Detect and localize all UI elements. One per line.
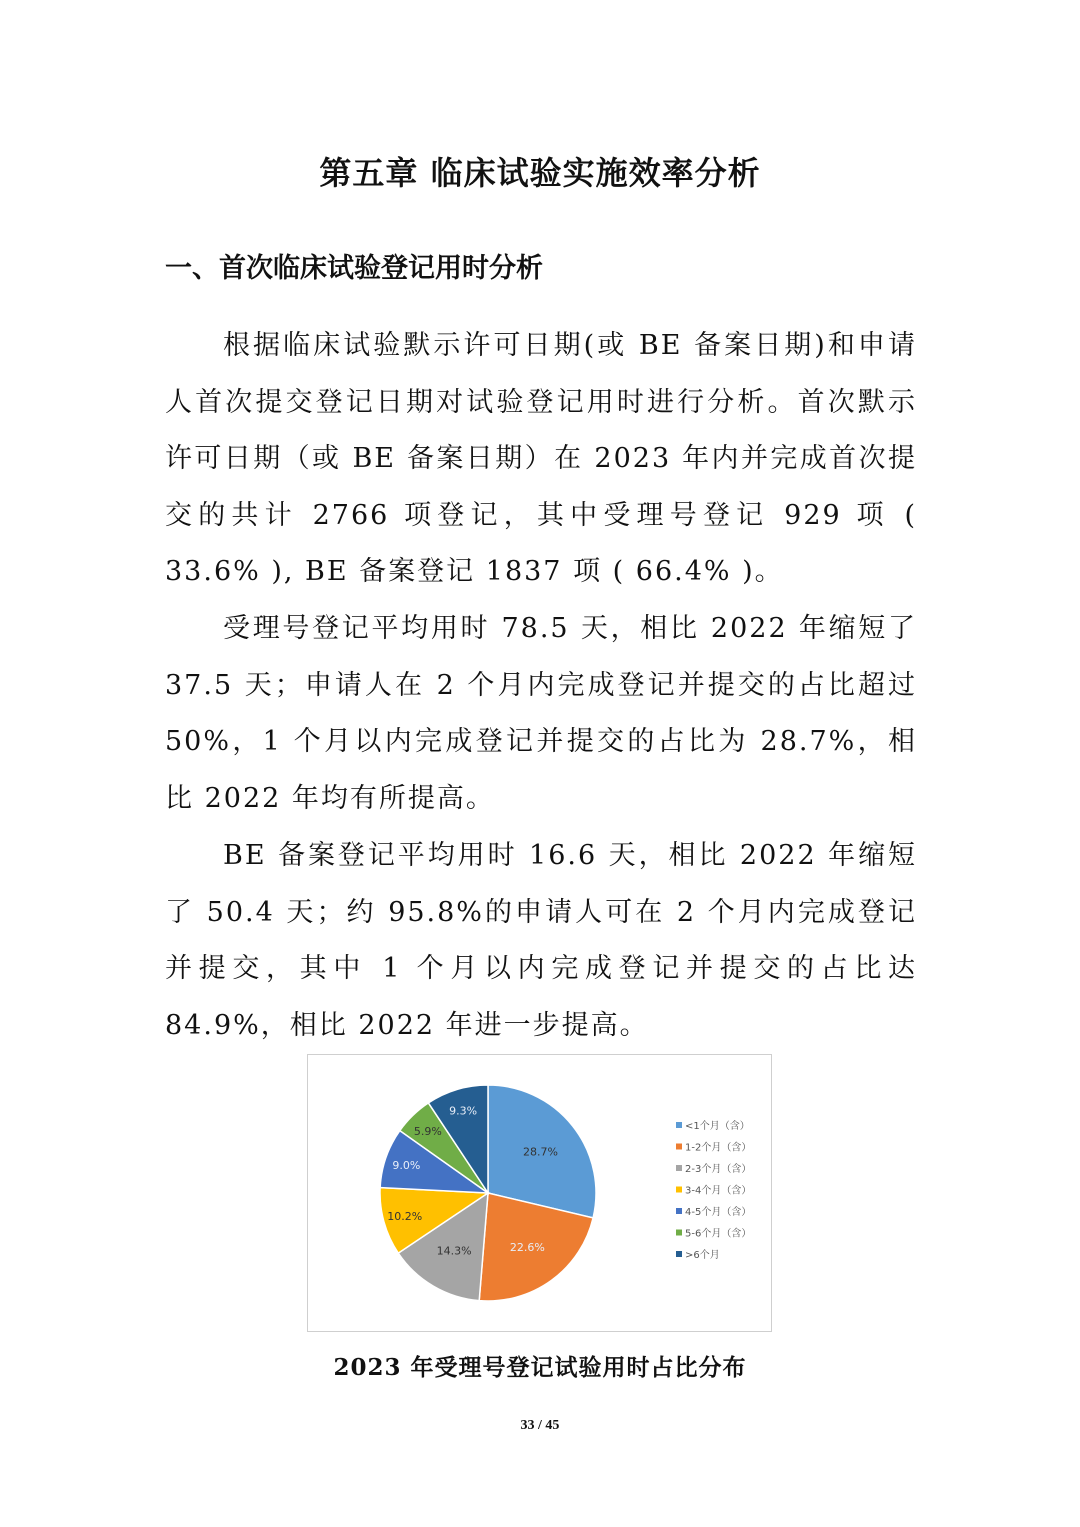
pie-data-label: 14.3% (436, 1244, 472, 1258)
legend-swatch (676, 1187, 682, 1193)
legend-entry: 5-6个月（含） (685, 1228, 752, 1240)
paragraph-registration-overview: 根据临床试验默示许可日期(或 BE 备案日期)和申请人首次提交登记日期对试验登记用时进行分析。首次默示许可日期（或 BE 备案日期）在 2023 年内并完成首次提交的共计 2766 项登记，其中受理号登记 929 项 ( 33.6% ), BE 备案登记 1837 项 ( 66.4% )。 (165, 330, 917, 588)
pie-chart-svg (308, 1055, 773, 1333)
chapter-title: 第五章 临床试验实施效率分析 (319, 154, 761, 192)
legend-entry: 3-4个月（含） (685, 1185, 752, 1197)
page-number: 33 / 45 (520, 1418, 560, 1433)
legend-swatch (676, 1144, 682, 1150)
pie-data-label: 9.0% (392, 1158, 421, 1172)
legend-entry: 1-2个月（含） (685, 1142, 752, 1154)
legend-entry: <1个月（含） (685, 1121, 750, 1132)
pie-data-label: 5.9% (413, 1124, 442, 1138)
pie-data-label: 10.2% (387, 1210, 423, 1224)
pie-data-label: 9.3% (449, 1104, 478, 1118)
paragraph-acceptance-number-timing: 受理号登记平均用时 78.5 天，相比 2022 年缩短了 37.5 天；申请人在 2 个月内完成登记并提交的占比超过 50%，1 个月以内完成登记并提交的占比为 28.7%，相比 2022 年均有所提高。 (165, 613, 917, 814)
section-heading: 一、首次临床试验登记用时分析 (165, 253, 543, 284)
pie-chart (307, 1054, 772, 1332)
legend-swatch (676, 1251, 682, 1257)
legend-entry: 4-5个月（含） (685, 1207, 752, 1218)
pie-data-label: 28.7% (523, 1145, 558, 1159)
legend-swatch (676, 1122, 682, 1128)
chart-caption: 2023 年受理号登记试验用时占比分布 (333, 1354, 747, 1381)
legend-entry: >6个月 (685, 1250, 720, 1261)
legend-swatch (676, 1208, 682, 1214)
paragraph-be-filing-timing: BE 备案登记平均用时 16.6 天，相比 2022 年缩短了 50.4 天；约 95.8%的申请人可在 2 个月内完成登记并提交，其中 1 个月以内完成登记并提交的占比达 84.9%，相比 2022 年进一步提高。 (165, 840, 917, 1041)
pie-data-label: 22.6% (509, 1241, 545, 1255)
legend-entry: 2-3个月（含） (685, 1164, 752, 1175)
legend-swatch (676, 1230, 682, 1236)
legend-swatch (676, 1165, 682, 1171)
